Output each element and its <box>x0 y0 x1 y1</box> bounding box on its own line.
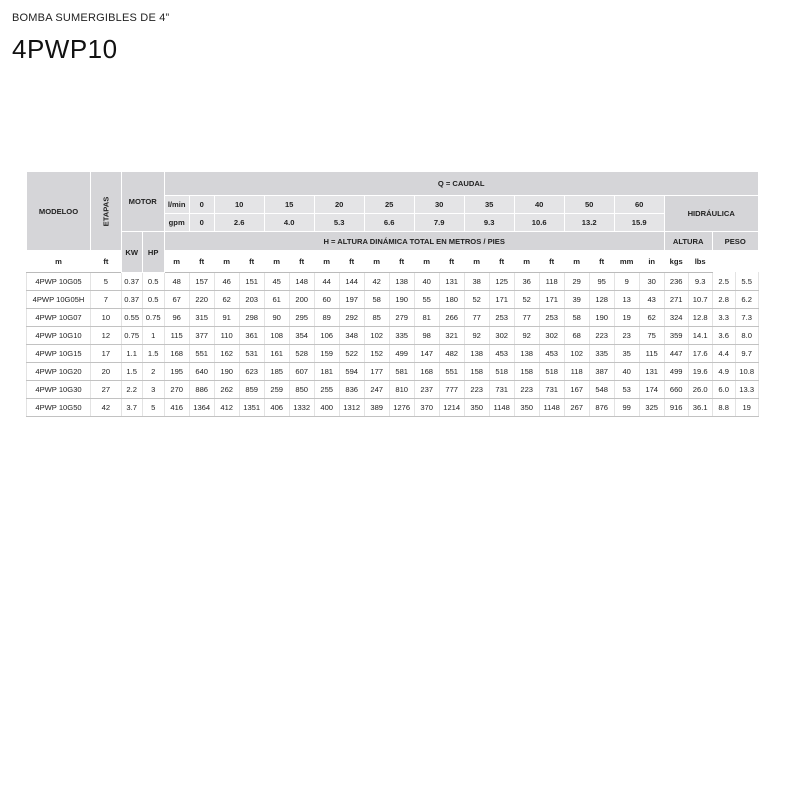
table-cell: 43 <box>639 291 664 309</box>
table-cell: 89 <box>314 309 339 327</box>
table-cell: 106 <box>314 327 339 345</box>
table-cell: 1148 <box>539 399 564 417</box>
table-cell: 453 <box>539 345 564 363</box>
table-cell: 447 <box>664 345 688 363</box>
table-cell: 168 <box>414 363 439 381</box>
table-cell: 131 <box>439 273 464 291</box>
table-cell: 10.7 <box>688 291 712 309</box>
unit-ft-label: ft <box>489 251 514 273</box>
table-cell: 0.37 <box>121 291 142 309</box>
unit-lbs-label: lbs <box>688 251 712 273</box>
table-cell: 62 <box>639 309 664 327</box>
table-cell: 17 <box>91 345 122 363</box>
table-row <box>27 309 759 327</box>
table-cell: 19.6 <box>688 363 712 381</box>
table-cell: 324 <box>664 309 688 327</box>
table-cell: 174 <box>639 381 664 399</box>
table-cell: 453 <box>489 345 514 363</box>
table-cell: 195 <box>164 363 189 381</box>
table-cell: 1 <box>142 327 164 345</box>
table-cell: 7.3 <box>735 309 758 327</box>
table-cell: 237 <box>414 381 439 399</box>
table-cell: 528 <box>289 345 314 363</box>
table-cell: 48 <box>164 273 189 291</box>
table-cell: 52 <box>514 291 539 309</box>
table-cell: 118 <box>539 273 564 291</box>
table-cell: 321 <box>439 327 464 345</box>
table-cell: 27 <box>91 381 122 399</box>
table-cell: 551 <box>189 345 214 363</box>
table-cell: 359 <box>664 327 688 345</box>
model-header: MODELOO <box>27 172 91 251</box>
table-cell: 259 <box>264 381 289 399</box>
table-cell: 5.5 <box>735 273 758 291</box>
table-cell: 161 <box>264 345 289 363</box>
pump-spec-table <box>26 171 759 417</box>
unit-m-label: m <box>364 251 389 273</box>
table-cell: 6.0 <box>712 381 735 399</box>
table-cell: 412 <box>214 399 239 417</box>
unit-m-label: m <box>564 251 589 273</box>
table-row <box>27 291 759 309</box>
table-cell: 1351 <box>239 399 264 417</box>
table-row <box>27 381 759 399</box>
table-cell: 131 <box>639 363 664 381</box>
table-cell: 255 <box>314 381 339 399</box>
unit-m-label: m <box>164 251 189 273</box>
unit-ft-label: ft <box>289 251 314 273</box>
table-cell: 190 <box>589 309 614 327</box>
table-cell: 7 <box>91 291 122 309</box>
table-cell: 3.7 <box>121 399 142 417</box>
table-cell: 102 <box>364 327 389 345</box>
table-cell: 19 <box>735 399 758 417</box>
table-cell: 185 <box>264 363 289 381</box>
model-cell: 4PWP 10G15 <box>27 345 91 363</box>
table-cell: 181 <box>314 363 339 381</box>
unit-m-label: m <box>214 251 239 273</box>
table-cell: 19 <box>614 309 639 327</box>
table-cell: 14.1 <box>688 327 712 345</box>
unit-m-label: m <box>414 251 439 273</box>
table-cell: 190 <box>389 291 414 309</box>
flow-lmin-25: 25 <box>364 196 414 214</box>
weight-header: PESO <box>712 232 758 251</box>
unit-ft-label: ft <box>389 251 414 273</box>
table-cell: 53 <box>614 381 639 399</box>
table-cell: 350 <box>514 399 539 417</box>
table-cell: 482 <box>439 345 464 363</box>
table-cell: 253 <box>489 309 514 327</box>
table-cell: 416 <box>164 399 189 417</box>
table-cell: 2.5 <box>712 273 735 291</box>
table-row <box>27 345 759 363</box>
table-cell: 607 <box>289 363 314 381</box>
table-cell: 91 <box>214 309 239 327</box>
table-cell: 20 <box>91 363 122 381</box>
table-row <box>27 273 759 291</box>
table-cell: 731 <box>539 381 564 399</box>
stages-header: ETAPAS <box>91 172 122 251</box>
table-cell: 52 <box>464 291 489 309</box>
table-cell: 236 <box>664 273 688 291</box>
model-cell: 4PWP 10G50 <box>27 399 91 417</box>
model-cell: 4PWP 10G20 <box>27 363 91 381</box>
table-cell: 1364 <box>189 399 214 417</box>
table-cell: 138 <box>389 273 414 291</box>
table-cell: 95 <box>589 273 614 291</box>
table-cell: 6.2 <box>735 291 758 309</box>
table-cell: 859 <box>239 381 264 399</box>
table-cell: 522 <box>339 345 364 363</box>
motor-header: MOTOR <box>121 172 164 232</box>
table-cell: 9.3 <box>688 273 712 291</box>
table-row <box>27 399 759 417</box>
table-cell: 40 <box>414 273 439 291</box>
table-cell: 3 <box>142 381 164 399</box>
table-cell: 850 <box>289 381 314 399</box>
table-cell: 148 <box>289 273 314 291</box>
table-cell: 58 <box>564 309 589 327</box>
table-cell: 67 <box>164 291 189 309</box>
table-cell: 3.3 <box>712 309 735 327</box>
table-cell: 0.5 <box>142 291 164 309</box>
table-cell: 271 <box>664 291 688 309</box>
model-cell: 4PWP 10G05H <box>27 291 91 309</box>
table-cell: 36.1 <box>688 399 712 417</box>
table-cell: 171 <box>539 291 564 309</box>
table-cell: 200 <box>289 291 314 309</box>
table-cell: 90 <box>264 309 289 327</box>
model-cell: 4PWP 10G10 <box>27 327 91 345</box>
table-cell: 0.75 <box>121 327 142 345</box>
table-cell: 223 <box>589 327 614 345</box>
unit-mm-label: mm <box>614 251 639 273</box>
table-cell: 253 <box>539 309 564 327</box>
table-cell: 12.8 <box>688 309 712 327</box>
table-cell: 247 <box>364 381 389 399</box>
table-cell: 110 <box>214 327 239 345</box>
table-cell: 81 <box>414 309 439 327</box>
table-cell: 270 <box>164 381 189 399</box>
table-cell: 197 <box>339 291 364 309</box>
table-cell: 102 <box>564 345 589 363</box>
table-cell: 39 <box>564 291 589 309</box>
flow-lmin-40: 40 <box>514 196 564 214</box>
gpm-zero: 0 <box>189 214 214 232</box>
table-cell: 916 <box>664 399 688 417</box>
table-cell: 29 <box>564 273 589 291</box>
table-cell: 266 <box>439 309 464 327</box>
table-cell: 731 <box>489 381 514 399</box>
table-cell: 518 <box>539 363 564 381</box>
flow-gpm-5-3: 5.3 <box>314 214 364 232</box>
table-cell: 23 <box>614 327 639 345</box>
table-cell: 96 <box>164 309 189 327</box>
table-cell: 499 <box>664 363 688 381</box>
table-cell: 9 <box>614 273 639 291</box>
gpm-label: gpm <box>164 214 189 232</box>
table-cell: 158 <box>514 363 539 381</box>
table-cell: 0.37 <box>121 273 142 291</box>
table-cell: 295 <box>289 309 314 327</box>
flow-gpm-7-9: 7.9 <box>414 214 464 232</box>
flow-gpm-13-2: 13.2 <box>564 214 614 232</box>
table-cell: 177 <box>364 363 389 381</box>
table-cell: 42 <box>91 399 122 417</box>
table-cell: 12 <box>91 327 122 345</box>
table-cell: 157 <box>189 273 214 291</box>
table-cell: 10.8 <box>735 363 758 381</box>
lmin-zero: 0 <box>189 196 214 214</box>
table-cell: 1.5 <box>121 363 142 381</box>
flow-header: Q = CAUDAL <box>164 172 758 196</box>
flow-gpm-6-6: 6.6 <box>364 214 414 232</box>
unit-ft-label: ft <box>239 251 264 273</box>
table-cell: 594 <box>339 363 364 381</box>
table-cell: 370 <box>414 399 439 417</box>
table-cell: 2.8 <box>712 291 735 309</box>
table-cell: 325 <box>639 399 664 417</box>
unit-ft-label: ft <box>189 251 214 273</box>
unit-ft-label: ft <box>589 251 614 273</box>
table-cell: 777 <box>439 381 464 399</box>
table-cell: 30 <box>639 273 664 291</box>
flow-gpm-2-6: 2.6 <box>214 214 264 232</box>
height-header: ALTURA <box>664 232 712 251</box>
table-cell: 0.55 <box>121 309 142 327</box>
unit-m-label: m <box>27 251 91 273</box>
table-cell: 350 <box>464 399 489 417</box>
table-cell: 335 <box>389 327 414 345</box>
table-cell: 144 <box>339 273 364 291</box>
table-cell: 1214 <box>439 399 464 417</box>
table-cell: 62 <box>214 291 239 309</box>
table-cell: 315 <box>189 309 214 327</box>
table-cell: 10 <box>91 309 122 327</box>
unit-ft-label: ft <box>439 251 464 273</box>
table-cell: 77 <box>464 309 489 327</box>
flow-gpm-10-6: 10.6 <box>514 214 564 232</box>
table-cell: 876 <box>589 399 614 417</box>
table-cell: 406 <box>264 399 289 417</box>
table-cell: 1.1 <box>121 345 142 363</box>
table-cell: 8.8 <box>712 399 735 417</box>
model-cell: 4PWP 10G05 <box>27 273 91 291</box>
table-cell: 171 <box>489 291 514 309</box>
table-cell: 298 <box>239 309 264 327</box>
table-cell: 518 <box>489 363 514 381</box>
table-cell: 118 <box>564 363 589 381</box>
table-cell: 8.0 <box>735 327 758 345</box>
table-cell: 1148 <box>489 399 514 417</box>
head-header: H = ALTURA DINÁMICA TOTAL EN METROS / PIES <box>164 232 664 251</box>
model-cell: 4PWP 10G30 <box>27 381 91 399</box>
table-cell: 203 <box>239 291 264 309</box>
unit-m-label: m <box>464 251 489 273</box>
table-cell: 389 <box>364 399 389 417</box>
table-cell: 180 <box>439 291 464 309</box>
unit-kgs-label: kgs <box>664 251 688 273</box>
table-cell: 387 <box>589 363 614 381</box>
unit-ft-label: ft <box>339 251 364 273</box>
flow-gpm-9-3: 9.3 <box>464 214 514 232</box>
table-cell: 168 <box>164 345 189 363</box>
table-cell: 85 <box>364 309 389 327</box>
table-cell: 1276 <box>389 399 414 417</box>
table-cell: 2 <box>142 363 164 381</box>
page-subtitle: BOMBA SUMERGIBLES DE 4” <box>12 12 170 24</box>
flow-lmin-35: 35 <box>464 196 514 214</box>
model-cell: 4PWP 10G07 <box>27 309 91 327</box>
unit-in-label: in <box>639 251 664 273</box>
table-cell: 223 <box>514 381 539 399</box>
table-cell: 46 <box>214 273 239 291</box>
table-cell: 640 <box>189 363 214 381</box>
table-cell: 115 <box>164 327 189 345</box>
table-cell: 75 <box>639 327 664 345</box>
table-cell: 167 <box>564 381 589 399</box>
table-cell: 292 <box>339 309 364 327</box>
unit-ft-label: ft <box>91 251 122 273</box>
page-title: 4PWP10 <box>12 34 118 64</box>
table-cell: 348 <box>339 327 364 345</box>
flow-lmin-60: 60 <box>614 196 664 214</box>
table-cell: 138 <box>464 345 489 363</box>
table-cell: 223 <box>464 381 489 399</box>
unit-ft-label: ft <box>539 251 564 273</box>
table-cell: 45 <box>264 273 289 291</box>
table-cell: 42 <box>364 273 389 291</box>
unit-m-label: m <box>514 251 539 273</box>
table-cell: 220 <box>189 291 214 309</box>
kw-header: KW <box>121 232 142 273</box>
table-cell: 158 <box>464 363 489 381</box>
table-cell: 98 <box>414 327 439 345</box>
table-cell: 3.6 <box>712 327 735 345</box>
flow-lmin-50: 50 <box>564 196 614 214</box>
table-cell: 152 <box>364 345 389 363</box>
table-cell: 267 <box>564 399 589 417</box>
table-cell: 99 <box>614 399 639 417</box>
table-cell: 162 <box>214 345 239 363</box>
table-cell: 92 <box>514 327 539 345</box>
table-cell: 361 <box>239 327 264 345</box>
table-row <box>27 363 759 381</box>
table-cell: 35 <box>614 345 639 363</box>
table-cell: 44 <box>314 273 339 291</box>
table-cell: 5 <box>142 399 164 417</box>
table-cell: 92 <box>464 327 489 345</box>
table-cell: 5 <box>91 273 122 291</box>
table-cell: 9.7 <box>735 345 758 363</box>
table-cell: 13 <box>614 291 639 309</box>
table-cell: 499 <box>389 345 414 363</box>
lmin-label: l/min <box>164 196 189 214</box>
table-cell: 548 <box>589 381 614 399</box>
flow-lmin-15: 15 <box>264 196 314 214</box>
table-cell: 36 <box>514 273 539 291</box>
table-cell: 159 <box>314 345 339 363</box>
table-cell: 115 <box>639 345 664 363</box>
table-cell: 377 <box>189 327 214 345</box>
hydraulic-header: HIDRÁULICA <box>664 196 758 232</box>
table-cell: 4.9 <box>712 363 735 381</box>
flow-gpm-4-0: 4.0 <box>264 214 314 232</box>
table-cell: 13.3 <box>735 381 758 399</box>
table-cell: 17.6 <box>688 345 712 363</box>
table-cell: 77 <box>514 309 539 327</box>
table-row <box>27 327 759 345</box>
unit-m-label: m <box>264 251 289 273</box>
hp-header: HP <box>142 232 164 273</box>
table-cell: 26.0 <box>688 381 712 399</box>
flow-lmin-20: 20 <box>314 196 364 214</box>
table-cell: 400 <box>314 399 339 417</box>
table-cell: 68 <box>564 327 589 345</box>
table-cell: 190 <box>214 363 239 381</box>
table-cell: 125 <box>489 273 514 291</box>
unit-m-label: m <box>314 251 339 273</box>
table-cell: 262 <box>214 381 239 399</box>
table-cell: 55 <box>414 291 439 309</box>
table-cell: 623 <box>239 363 264 381</box>
table-cell: 810 <box>389 381 414 399</box>
table-cell: 354 <box>289 327 314 345</box>
table-cell: 1.5 <box>142 345 164 363</box>
table-cell: 147 <box>414 345 439 363</box>
table-cell: 138 <box>514 345 539 363</box>
table-cell: 128 <box>589 291 614 309</box>
table-cell: 0.75 <box>142 309 164 327</box>
table-cell: 108 <box>264 327 289 345</box>
table-cell: 886 <box>189 381 214 399</box>
table-cell: 40 <box>614 363 639 381</box>
table-cell: 581 <box>389 363 414 381</box>
table-cell: 1332 <box>289 399 314 417</box>
table-cell: 58 <box>364 291 389 309</box>
table-cell: 1312 <box>339 399 364 417</box>
table-cell: 836 <box>339 381 364 399</box>
table-cell: 60 <box>314 291 339 309</box>
table-cell: 660 <box>664 381 688 399</box>
table-cell: 335 <box>589 345 614 363</box>
table-cell: 531 <box>239 345 264 363</box>
table-cell: 302 <box>489 327 514 345</box>
flow-lmin-10: 10 <box>214 196 264 214</box>
flow-lmin-30: 30 <box>414 196 464 214</box>
table-cell: 61 <box>264 291 289 309</box>
table-cell: 38 <box>464 273 489 291</box>
table-cell: 279 <box>389 309 414 327</box>
table-cell: 151 <box>239 273 264 291</box>
table-cell: 302 <box>539 327 564 345</box>
table-cell: 4.4 <box>712 345 735 363</box>
table-cell: 0.5 <box>142 273 164 291</box>
table-cell: 551 <box>439 363 464 381</box>
flow-gpm-15-9: 15.9 <box>614 214 664 232</box>
table-cell: 2.2 <box>121 381 142 399</box>
